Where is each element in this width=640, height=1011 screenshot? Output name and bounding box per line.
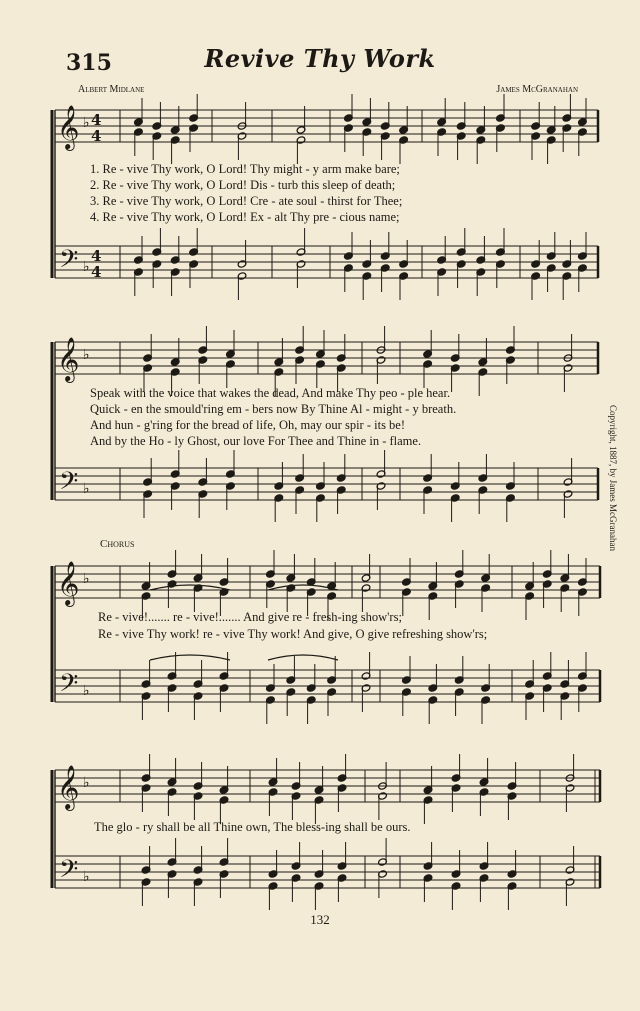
treble-clef: 𝄞 bbox=[57, 765, 80, 809]
time-signature: 4 bbox=[91, 111, 102, 129]
slur bbox=[150, 655, 230, 660]
verse-2-line-1: 2. Re - vive Thy work, O Lord! Dis - turb this sleep of death; bbox=[90, 178, 396, 192]
chorus-line-1: Re - vive!....... re - vive!....... And give re - fresh-ing show'rs; bbox=[98, 610, 402, 624]
verse-2-line-2: Quick - en the smould'ring em - bers now By Thine Al - might - y breath. bbox=[90, 402, 457, 416]
bass-clef: 𝄢 bbox=[59, 855, 79, 890]
verse-4-line-1: 4. Re - vive Thy work, O Lord! Ex - alt Thy pre - cious name; bbox=[90, 210, 400, 224]
treble-clef: 𝄞 bbox=[57, 337, 80, 381]
flat-key-signature: ♭ bbox=[83, 347, 90, 363]
author-credit: Albert Midlane bbox=[78, 84, 145, 95]
page-number: 132 bbox=[310, 912, 330, 927]
flat-key-signature: ♭ bbox=[83, 869, 90, 885]
slur bbox=[150, 585, 230, 590]
composer-credit: James McGranahan bbox=[496, 84, 578, 95]
treble-clef: 𝄞 bbox=[57, 561, 80, 605]
flat-key-signature: ♭ bbox=[83, 683, 90, 699]
chorus-line-2: Re - vive Thy work! re - vive Thy work! And give, O give refreshing show'rs; bbox=[98, 627, 488, 641]
verse-1-line-2: Speak with the voice that wakes the dead, And make Thy peo - ple hear. bbox=[90, 386, 451, 400]
hymn-number: 315 bbox=[66, 50, 112, 76]
flat-key-signature: ♭ bbox=[83, 115, 90, 131]
verse-3-line-2: And hun - g'ring for the bread of life, Oh, may our spir - its be! bbox=[90, 418, 406, 432]
flat-key-signature: ♭ bbox=[83, 259, 90, 275]
time-signature: 4 bbox=[91, 263, 102, 281]
bass-clef: 𝄢 bbox=[59, 669, 79, 704]
chorus-label: Chorus bbox=[100, 538, 135, 550]
copyright-notice: Copyright, 1887, by James McGranahan bbox=[608, 405, 618, 551]
flat-key-signature: ♭ bbox=[83, 481, 90, 497]
hymn-title: Revive Thy Work bbox=[204, 44, 436, 73]
treble-clef: 𝄞 bbox=[57, 105, 80, 149]
bass-clef: 𝄢 bbox=[59, 245, 79, 280]
verse-1-line-1: 1. Re - vive Thy work, O Lord! Thy might - y arm make bare; bbox=[90, 162, 400, 176]
flat-key-signature: ♭ bbox=[83, 775, 90, 791]
chorus-line-3: The glo - ry shall be all Thine own, The bless-ing shall be ours. bbox=[94, 820, 411, 834]
verse-3-line-1: 3. Re - vive Thy work, O Lord! Cre - ate soul - thirst for Thee; bbox=[90, 194, 403, 208]
time-signature: 4 bbox=[91, 127, 102, 145]
verse-4-line-2: And by the Ho - ly Ghost, our love For Thee and Thine in - flame. bbox=[90, 434, 422, 448]
time-signature: 4 bbox=[91, 247, 102, 265]
flat-key-signature: ♭ bbox=[83, 571, 90, 587]
bass-clef: 𝄢 bbox=[59, 467, 79, 502]
slur bbox=[268, 655, 338, 660]
